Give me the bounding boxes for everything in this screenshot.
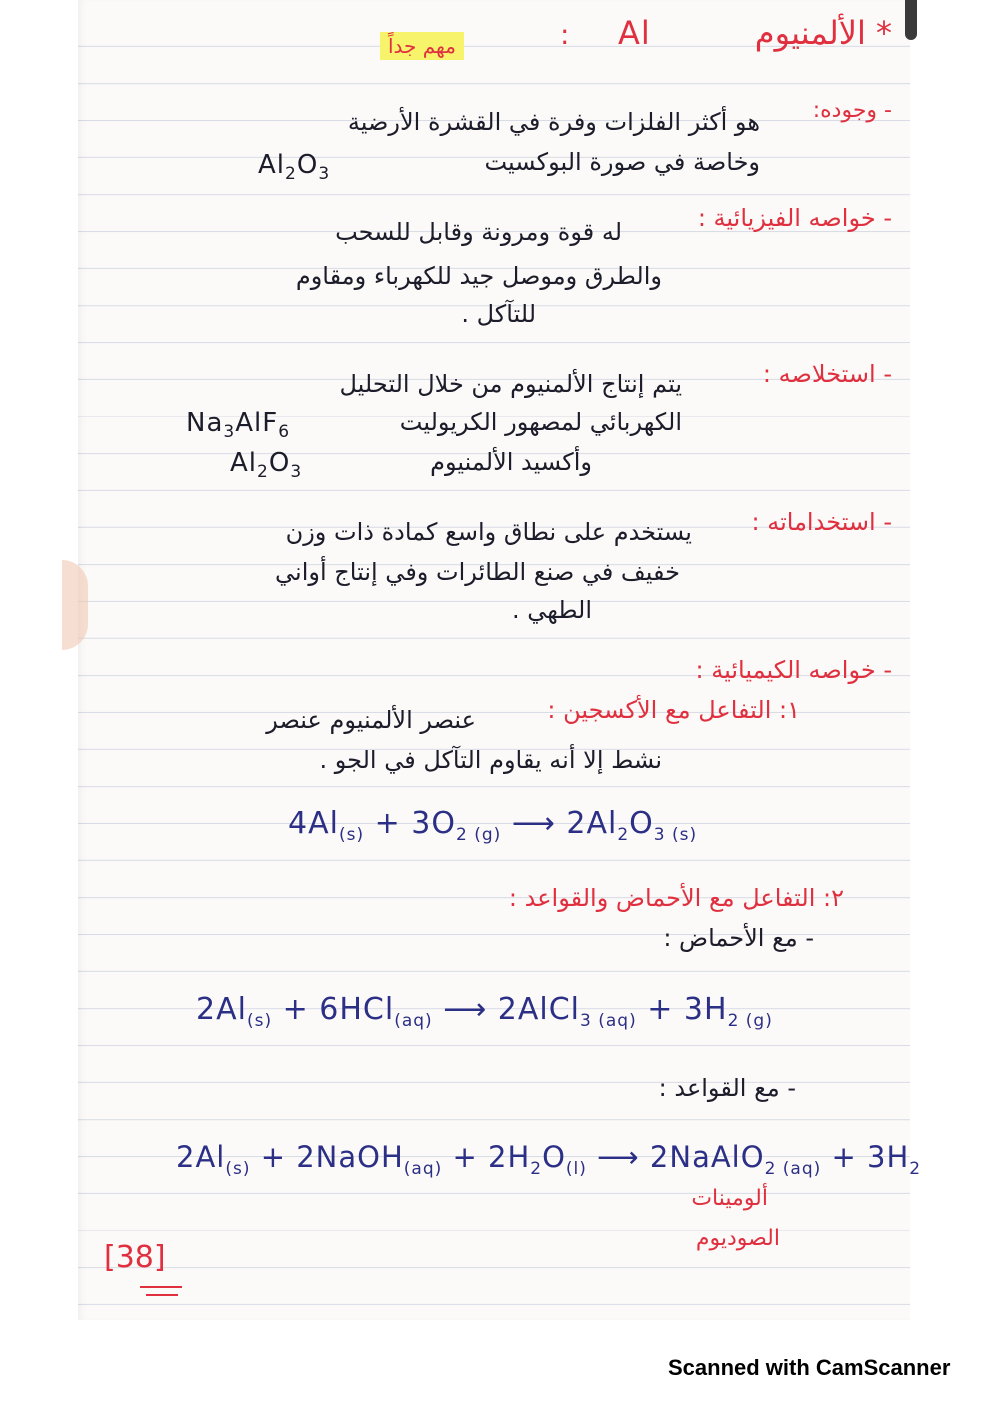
uses-label: - استخداماته : [751,508,892,536]
equation-base: $2Al_{(s)}$ + 2NaOH$_{(aq)}$ + $2H_2O_{(l)}$ ⟶ 2NaAlO$_{2 (aq)}$ + $3H_2$ [176,1140,922,1179]
uses-line-3: الطهي . [512,596,592,624]
cryolite-formula: $Na_3AlF_6$ [186,408,291,443]
extraction-line-3: وأكسيد الألمنيوم [430,448,592,476]
occurrence-line-1: هو أكثر الفلزات وفرة في القشرة الأرضية [347,108,760,136]
extraction-line-1: يتم إنتاج الألمنيوم من خلال التحليل [339,370,682,398]
physical-line-1: له قوة ومرونة وقابل للسحب [335,218,622,246]
occurrence-line-2: وخاصة في صورة البوكسيت [484,148,760,176]
equation-oxygen: $4Al_{(s)} + 3O_{2 (g)}$ ⟶ $2Al_2O_{3 (s)}$ [288,806,698,845]
title-colon: : [560,18,571,51]
title-symbol: Al [618,14,651,52]
importance-badge: مهم جداً [380,34,464,58]
oxygen-reaction-text-1: عنصر الألمنيوم عنصر [266,706,476,734]
extraction-line-2: الكهربائي لمصهور الكريوليت [399,408,682,436]
page-number: [38] [104,1240,166,1275]
physical-line-2: والطرق وموصل جيد للكهرباء ومقاوم [295,262,662,290]
product-name-1: ألومينات [691,1186,768,1211]
page-title: * الألمنيوم [754,14,892,52]
acids-label: - مع الأحماض : [663,924,814,952]
page-number-underline-2 [146,1294,178,1296]
page-number-underline-1 [140,1286,182,1288]
bases-label: - مع القواعد : [658,1074,796,1102]
page-edge-shadow [905,0,917,40]
uses-line-2: خفيف في صنع الطائرات وفي إنتاج أواني [275,558,680,586]
physical-line-3: للتآكل . [461,300,536,328]
occurrence-label: - وجوده: [812,98,892,123]
equation-acid: $2Al_{(s)} + 6HCl_{(aq)}$ ⟶ 2AlCl$_{3 (aq)}$ + $3H_{2 (g)}$ [196,992,773,1031]
physical-label: - خواصه الفيزيائية : [697,204,892,232]
product-name-2: الصوديوم [695,1226,780,1251]
acid-base-reaction-label: ٢: التفاعل مع الأحماض والقواعد : [508,884,844,912]
uses-line-1: يستخدم على نطاق واسع كمادة ذات وزن [285,518,692,546]
chemical-label: - خواصه الكيميائية : [695,656,892,684]
finger-shadow [62,560,88,650]
extraction-label: - استخلاصه : [762,360,892,388]
oxygen-reaction-text-2: نشط إلا أنه يقاوم التآكل في الجو . [319,746,662,774]
alumina-formula: $Al_2O_3$ [230,448,303,483]
scanner-watermark: Scanned with CamScanner [668,1355,951,1380]
occurrence-formula: $Al_2O_3$ [258,150,331,185]
oxygen-reaction-label: ١: التفاعل مع الأكسجين : [547,696,800,724]
